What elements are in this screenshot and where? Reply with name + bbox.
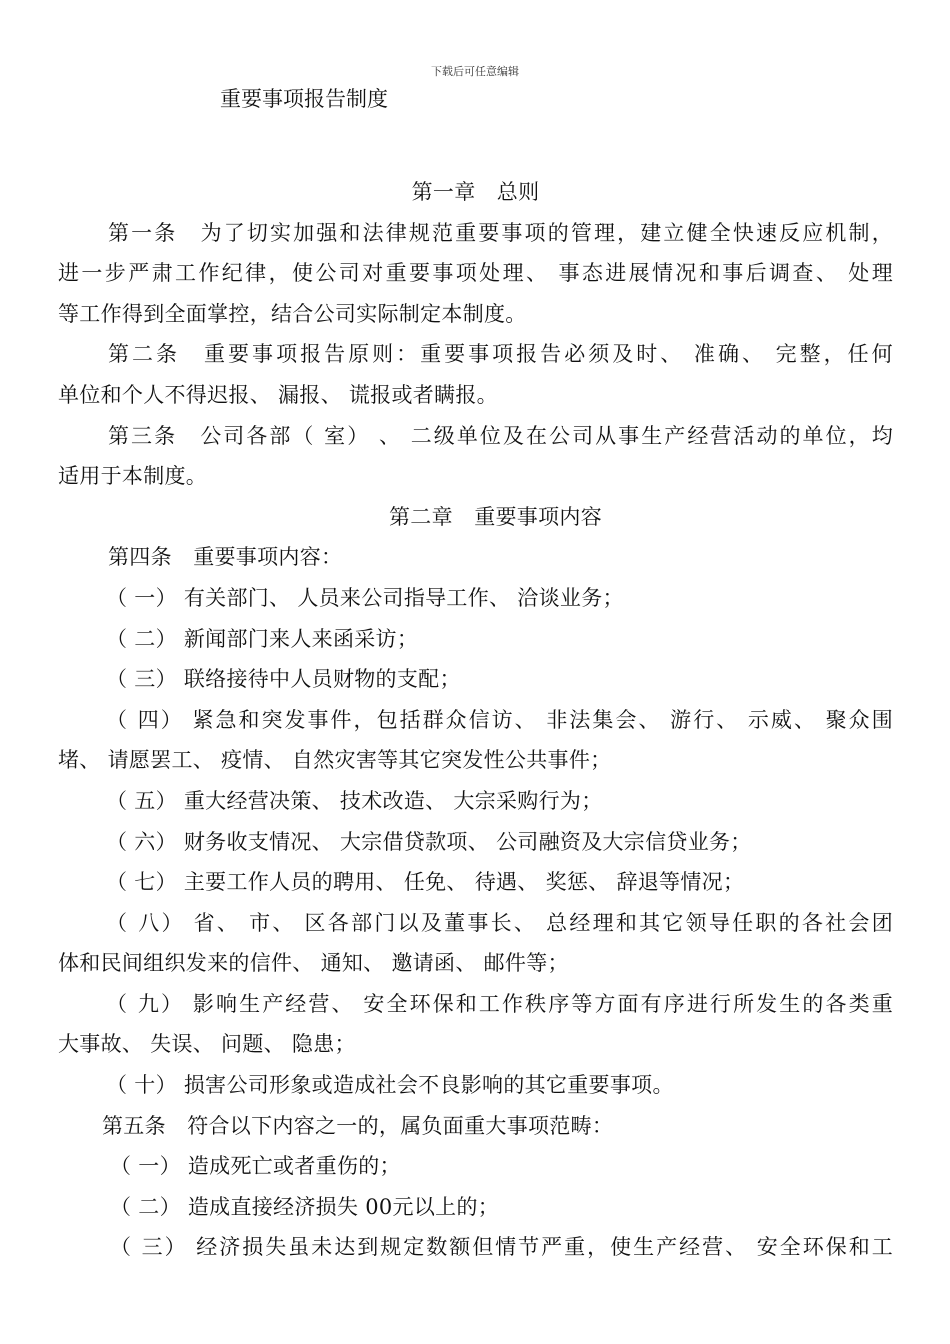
list-item: （ 八） 省、 市、 区各部门以及董事长、 总经理和其它领导任职的各社会团 (106, 910, 893, 935)
paragraph-line: 第四条 重要事项内容： (108, 545, 343, 570)
paragraph-line: 第五条 符合以下内容之一的，属负面重大事项范畴： (102, 1113, 614, 1138)
list-item: （ 二） 新闻部门来人来函采访； (106, 626, 419, 651)
list-item: （ 三） 经济损失虽未达到规定数额但情节严重，使生产经营、 安全环保和工 (110, 1235, 893, 1260)
list-item: （ 六） 财务收支情况、 大宗借贷款项、 公司融资及大宗信贷业务； (106, 829, 752, 854)
list-item-continued: 大事故、 失误、 问题、 隐患； (58, 1032, 356, 1057)
list-item: （ 一） 有关部门、 人员来公司指导工作、 洽谈业务； (106, 585, 624, 610)
list-item: （ 十） 损害公司形象或造成社会不良影响的其它重要事项。 (106, 1073, 674, 1098)
list-item: （ 九） 影响生产经营、 安全环保和工作秩序等方面有序进行所发生的各类重 (106, 991, 893, 1016)
document-title: 重要事项报告制度 (220, 87, 388, 111)
list-item: （ 二） 造成直接经济损失 00元以上的； (110, 1194, 500, 1219)
chapter-heading: 第一章 总则 (411, 180, 540, 204)
list-item: （ 四） 紧急和突发事件，包括群众信访、 非法集会、 游行、 示威、 聚众围 (106, 707, 893, 732)
paragraph-line: 第一条 为了切实加强和法律规范重要事项的管理，建立健全快速反应机制， (108, 220, 893, 245)
header-note: 下载后可任意编辑 (431, 65, 519, 78)
paragraph-line: 进一步严肃工作纪律，使公司对重要事项处理、 事态进展情况和事后调查、 处理 (58, 261, 893, 286)
document-body (58, 172, 893, 1268)
paragraph-line: 单位和个人不得迟报、 漏报、 谎报或者瞒报。 (58, 382, 498, 407)
list-item-continued: 体和民间组织发来的信件、 通知、 邀请函、 邮件等； (58, 951, 569, 976)
chapter-heading: 第二章 重要事项内容 (389, 504, 602, 529)
paragraph-line: 适用于本制度。 (58, 464, 208, 489)
list-item: （ 七） 主要工作人员的聘用、 任免、 待遇、 奖惩、 辞退等情况； (106, 870, 745, 895)
list-item-continued: 堵、 请愿罢工、 疫情、 自然灾害等其它突发性公共事件； (58, 748, 612, 773)
paragraph-line: 第二条 重要事项报告原则：重要事项报告必须及时、 准确、 完整，任何 (108, 342, 893, 367)
list-item: （ 五） 重大经营决策、 技术改造、 大宗采购行为； (106, 788, 603, 813)
paragraph-line: 等工作得到全面掌控，结合公司实际制定本制度。 (58, 301, 527, 326)
paragraph-line: 第三条 公司各部（ 室） 、 二级单位及在公司从事生产经营活动的单位，均 (108, 423, 893, 448)
list-item: （ 三） 联络接待中人员财物的支配； (106, 667, 461, 692)
list-item: （ 一） 造成死亡或者重伤的； (110, 1154, 401, 1179)
